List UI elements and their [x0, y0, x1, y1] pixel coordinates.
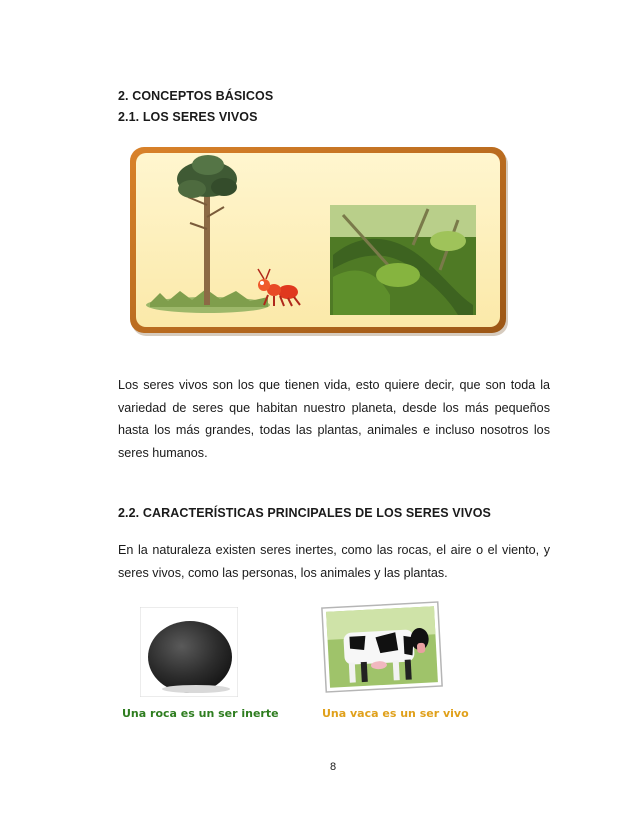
paragraph-inert-and-living: En la naturaleza existen seres inertes, como las rocas, el aire o el viento, y seres vivos, como las personas, los animales y las plantas.: [118, 543, 550, 580]
forest-photo: [330, 205, 476, 315]
section2-title: 2.2. CARACTERÍSTICAS PRINCIPALES DE LOS SERES VIVOS: [118, 506, 491, 520]
paragraph-living-beings: Los seres vivos son los que tienen vida, esto quiere decir, que son toda la variedad de seres que habitan nuestro planeta, desde los más pequeños hasta los más grandes, todas las plantas, animales e incluso nosotros los seres humanos.: [118, 378, 550, 460]
rock-photo: [140, 607, 238, 697]
cow-caption: Una vaca es un ser vivo: [322, 707, 469, 720]
living-beings-banner: [128, 145, 512, 340]
rock-caption: Una roca es un ser inerte: [122, 707, 279, 720]
section-subtitle: 2.1. LOS SERES VIVOS: [118, 110, 258, 124]
page-number: 8: [330, 761, 337, 773]
section-title: 2. CONCEPTOS BÁSICOS: [118, 89, 274, 103]
cow-photo: [320, 601, 444, 693]
